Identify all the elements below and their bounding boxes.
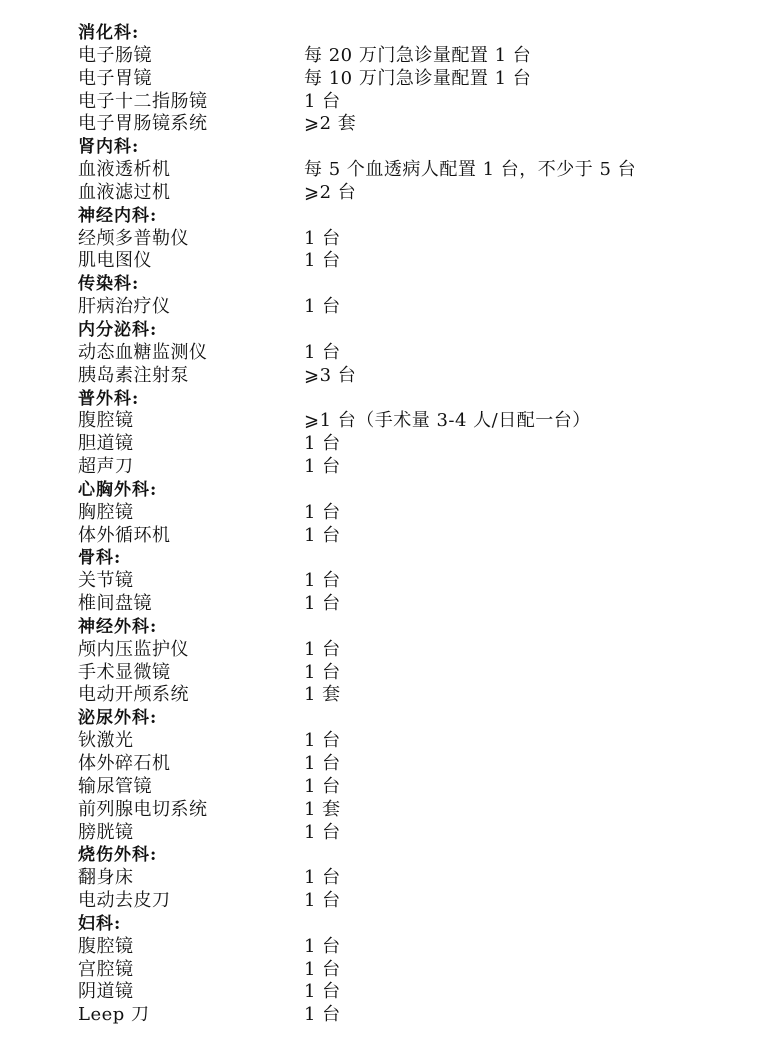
equipment-row	[78, 159, 758, 182]
equipment-name: 电子肠镜	[78, 44, 152, 66]
equipment-row	[78, 296, 758, 319]
equipment-quantity: 每 20 万门急诊量配置 1 台	[304, 44, 532, 66]
equipment-row	[78, 799, 758, 822]
equipment-quantity: 1 台	[304, 90, 341, 112]
equipment-row	[78, 867, 758, 890]
section-heading: 骨科:	[78, 548, 122, 569]
equipment-row	[78, 662, 758, 685]
section-heading: 神经外科:	[78, 616, 158, 637]
equipment-quantity: 1 台	[304, 433, 341, 455]
equipment-row	[78, 1004, 758, 1027]
equipment-name: 电子胃肠镜系统	[78, 113, 208, 135]
equipment-name: 血液透析机	[78, 159, 171, 181]
section-heading: 内分泌科:	[78, 319, 158, 340]
section-heading: 传染科:	[78, 274, 140, 295]
equipment-quantity: 1 台	[304, 341, 341, 363]
equipment-row	[78, 981, 758, 1004]
equipment-quantity: 1 台	[304, 867, 341, 889]
equipment-row	[78, 570, 758, 593]
equipment-quantity: 1 台	[304, 958, 341, 980]
equipment-row	[78, 684, 758, 707]
equipment-row	[78, 890, 758, 913]
equipment-quantity: 1 台	[304, 227, 341, 249]
equipment-row	[78, 730, 758, 753]
equipment-name: 宫腔镜	[78, 958, 134, 980]
equipment-row	[78, 936, 758, 959]
equipment-name: 电子胃镜	[78, 67, 152, 89]
equipment-row	[78, 525, 758, 548]
equipment-quantity: 1 台	[304, 501, 341, 523]
equipment-name: 腹腔镜	[78, 935, 134, 957]
section-heading: 妇科:	[78, 913, 122, 934]
equipment-quantity: 每 5 个血透病人配置 1 台，不少于 5 台	[304, 159, 637, 181]
equipment-name: 肝病治疗仪	[78, 296, 171, 318]
equipment-row	[78, 753, 758, 776]
equipment-row	[78, 410, 758, 433]
equipment-quantity: 1 台	[304, 821, 341, 843]
equipment-quantity: 1 台	[304, 593, 341, 615]
equipment-row	[78, 959, 758, 982]
equipment-name: 电动去皮刀	[78, 890, 171, 912]
equipment-row	[78, 250, 758, 273]
equipment-quantity: 1 台	[304, 1004, 341, 1026]
section-heading: 烧伤外科:	[78, 845, 158, 866]
equipment-row	[78, 45, 758, 68]
equipment-name: 关节镜	[78, 570, 134, 592]
equipment-name: 腹腔镜	[78, 410, 134, 432]
equipment-name: 动态血糖监测仪	[78, 341, 208, 363]
equipment-name: 阴道镜	[78, 981, 134, 1003]
equipment-quantity: 1 台	[304, 981, 341, 1003]
equipment-name: 输尿管镜	[78, 775, 152, 797]
equipment-name: Leep 刀	[78, 1004, 150, 1026]
equipment-row	[78, 91, 758, 114]
equipment-row	[78, 68, 758, 91]
equipment-row	[78, 456, 758, 479]
equipment-quantity: 1 台	[304, 935, 341, 957]
equipment-quantity: 1 台	[304, 753, 341, 774]
equipment-quantity: 1 套	[304, 798, 341, 820]
equipment-row	[78, 639, 758, 662]
equipment-quantity: 1 台	[304, 638, 341, 660]
equipment-row	[78, 182, 758, 205]
section-heading: 神经内科:	[78, 205, 158, 226]
section-heading: 泌尿外科:	[78, 708, 158, 729]
equipment-row	[78, 342, 758, 365]
equipment-name: 胰岛素注射泵	[78, 364, 189, 386]
equipment-row	[78, 822, 758, 845]
equipment-quantity: 1 台	[304, 524, 341, 546]
equipment-name: 钬激光	[78, 730, 134, 752]
section-heading: 普外科:	[78, 388, 140, 409]
section-heading: 消化科:	[78, 23, 140, 43]
equipment-quantity: ⩾3 台	[304, 364, 357, 386]
equipment-name: 肌电图仪	[78, 250, 152, 272]
equipment-row	[78, 502, 758, 525]
equipment-quantity: 1 台	[304, 775, 341, 797]
equipment-row	[78, 113, 758, 136]
equipment-name: 胆道镜	[78, 433, 134, 455]
equipment-quantity: 1 台	[304, 250, 341, 272]
equipment-quantity: 1 套	[304, 684, 341, 706]
equipment-name: 前列腺电切系统	[78, 798, 208, 820]
equipment-name: 膀胱镜	[78, 821, 134, 843]
equipment-name: 经颅多普勒仪	[78, 227, 189, 249]
equipment-quantity: ⩾1 台（手术量 3-4 人/日配一台）	[304, 410, 591, 432]
equipment-name: 超声刀	[78, 456, 134, 478]
equipment-row	[78, 228, 758, 251]
equipment-name: 颅内压监护仪	[78, 638, 189, 660]
equipment-quantity: ⩾2 套	[304, 113, 357, 135]
equipment-name: 翻身床	[78, 867, 134, 889]
equipment-row	[78, 433, 758, 456]
equipment-quantity: ⩾2 台	[304, 181, 357, 203]
equipment-row	[78, 776, 758, 799]
section-heading: 心胸外科:	[78, 479, 158, 500]
section-heading: 肾内科:	[78, 137, 140, 158]
equipment-quantity: 1 台	[304, 456, 341, 478]
equipment-quantity: 1 台	[304, 570, 341, 592]
equipment-quantity: 1 台	[304, 730, 341, 752]
equipment-name: 手术显微镜	[78, 661, 171, 683]
equipment-name: 电动开颅系统	[78, 684, 189, 706]
equipment-quantity: 每 10 万门急诊量配置 1 台	[304, 67, 532, 89]
equipment-quantity: 1 台	[304, 661, 341, 683]
equipment-name: 椎间盘镜	[78, 593, 152, 615]
equipment-quantity: 1 台	[304, 890, 341, 912]
equipment-row	[78, 365, 758, 388]
equipment-quantity: 1 台	[304, 296, 341, 318]
equipment-name: 胸腔镜	[78, 501, 134, 523]
equipment-row	[78, 593, 758, 616]
equipment-name: 血液滤过机	[78, 181, 171, 203]
equipment-name: 体外碎石机	[78, 753, 171, 774]
equipment-name: 体外循环机	[78, 524, 171, 546]
equipment-list	[78, 22, 758, 1027]
equipment-name: 电子十二指肠镜	[78, 90, 208, 112]
